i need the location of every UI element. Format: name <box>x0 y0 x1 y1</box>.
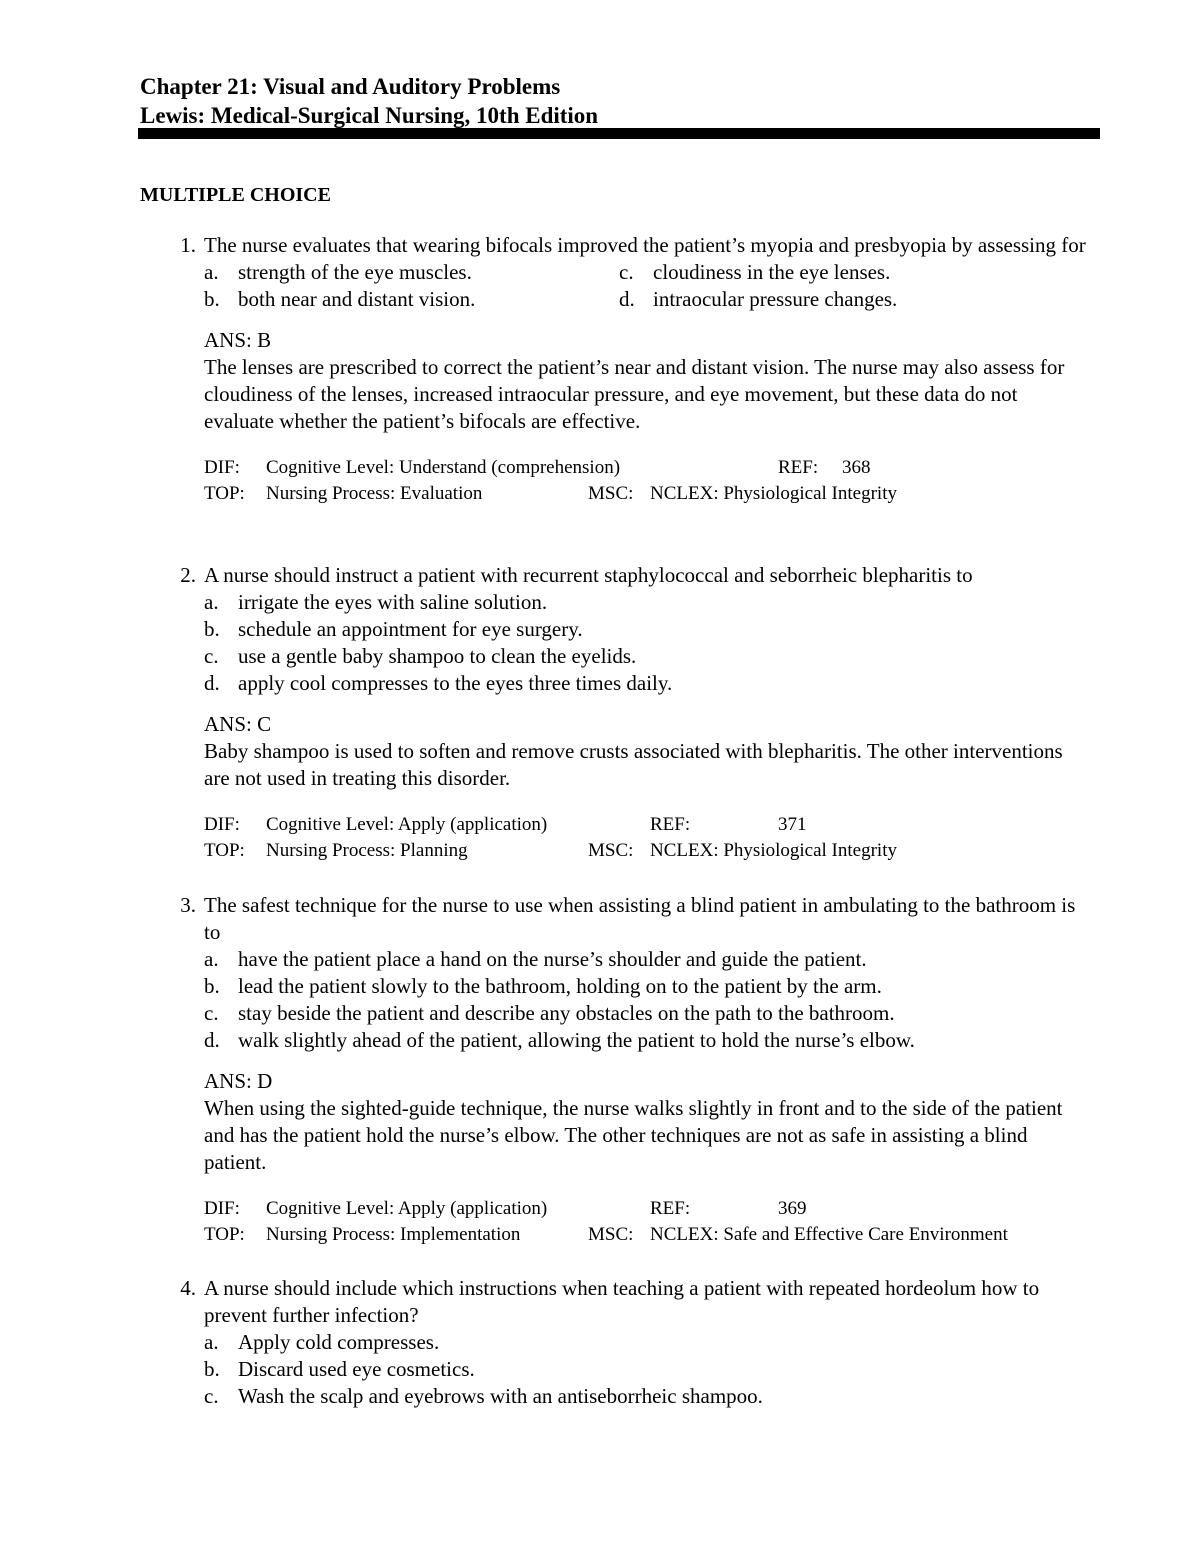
question-stem: The safest technique for the nurse to use when assisting a blind patient in ambulating to the bathroom is to <box>204 893 1076 944</box>
option-grid <box>204 259 1090 313</box>
option-a: a. irrigate the eyes with saline solution. <box>204 590 548 614</box>
top-label: TOP: <box>204 483 245 504</box>
question-2 <box>160 562 1090 864</box>
msc-label: MSC: <box>588 1224 634 1245</box>
answer: ANS: B <box>204 328 272 352</box>
dif-value: Cognitive Level: Apply (application) <box>266 814 548 835</box>
ref-label: REF: <box>650 814 691 835</box>
option-d: d. apply cool compresses to the eyes three times daily. <box>204 671 673 695</box>
ref-value: 371 <box>778 814 807 835</box>
question-meta <box>204 812 1090 864</box>
option-b: b. schedule an appointment for eye surgery. <box>204 617 583 641</box>
question-4 <box>160 1275 1090 1410</box>
ref-value: 369 <box>778 1198 807 1219</box>
ref-value: 368 <box>842 457 871 478</box>
dif-label: DIF: <box>204 1198 240 1219</box>
dif-label: DIF: <box>204 814 240 835</box>
ref-label: REF: <box>650 1198 691 1219</box>
top-value: Nursing Process: Evaluation <box>266 483 483 504</box>
question-1 <box>160 232 1090 507</box>
option-c: c. stay beside the patient and describe any obstacles on the path to the bathroom. <box>204 1001 895 1025</box>
question-stem: A nurse should instruct a patient with recurrent staphylococcal and seborrheic blepharitis to <box>204 563 973 587</box>
question-number: 4. <box>180 1276 196 1300</box>
document-header <box>140 72 1100 130</box>
answer: ANS: D <box>204 1069 273 1093</box>
top-label: TOP: <box>204 840 245 861</box>
option-list <box>204 589 1090 697</box>
question-3 <box>160 892 1090 1248</box>
top-value: Nursing Process: Planning <box>266 840 468 861</box>
option-a: a. strength of the eye muscles. <box>204 260 472 284</box>
option-c: c. cloudiness in the eye lenses. <box>619 260 891 284</box>
question-number: 3. <box>180 893 196 917</box>
dif-label: DIF: <box>204 457 240 478</box>
question-meta <box>204 455 1090 507</box>
book-title: Lewis: Medical-Surgical Nursing, 10th Edition <box>140 103 599 128</box>
answer: ANS: C <box>204 712 272 736</box>
option-c: c. Wash the scalp and eyebrows with an antiseborrheic shampoo. <box>204 1384 763 1408</box>
msc-value: NCLEX: Safe and Effective Care Environment <box>650 1224 1008 1245</box>
option-d: d. intraocular pressure changes. <box>619 287 898 311</box>
question-stem: A nurse should include which instructions when teaching a patient with repeated hordeolum how to prevent further infection? <box>204 1276 1040 1327</box>
option-b: b. Discard used eye cosmetics. <box>204 1357 475 1381</box>
top-label: TOP: <box>204 1224 245 1245</box>
question-stem: The nurse evaluates that wearing bifocals improved the patient’s myopia and presbyopia by assessing for <box>204 233 1086 257</box>
option-b: b. lead the patient slowly to the bathroom, holding on to the patient by the arm. <box>204 974 882 998</box>
top-value: Nursing Process: Implementation <box>266 1224 521 1245</box>
section-title: MULTIPLE CHOICE <box>140 184 331 206</box>
option-a: a. Apply cold compresses. <box>204 1330 440 1354</box>
rationale: Baby shampoo is used to soften and remove crusts associated with blepharitis. The other interventions are not used in treating this disorder. <box>204 739 1063 790</box>
dif-value: Cognitive Level: Understand (comprehension) <box>266 457 621 478</box>
msc-label: MSC: <box>588 840 634 861</box>
rationale: When using the sighted-guide technique, the nurse walks slightly in front and to the side of the patient and has the patient hold the nurse’s elbow. The other techniques are not as safe in assisting a blind patient. <box>204 1096 1063 1174</box>
option-list <box>204 946 1090 1054</box>
option-b: b. both near and distant vision. <box>204 287 476 311</box>
option-c: c. use a gentle baby shampoo to clean the eyelids. <box>204 644 637 668</box>
question-number: 1. <box>180 233 196 257</box>
msc-value: NCLEX: Physiological Integrity <box>650 840 897 861</box>
rationale: The lenses are prescribed to correct the patient’s near and distant vision. The nurse may also assess for cloudiness of the lenses, increased intraocular pressure, and eye movement, but these data do not evaluate whether the patient’s bifocals are effective. <box>204 355 1065 433</box>
option-d: d. walk slightly ahead of the patient, allowing the patient to hold the nurse’s elbow. <box>204 1028 915 1052</box>
msc-label: MSC: <box>588 483 634 504</box>
dif-value: Cognitive Level: Apply (application) <box>266 1198 548 1219</box>
question-number: 2. <box>180 563 196 587</box>
msc-value: NCLEX: Physiological Integrity <box>650 483 897 504</box>
question-meta <box>204 1196 1090 1248</box>
option-list <box>204 1329 1090 1410</box>
header-rule <box>138 128 1100 139</box>
chapter-title: Chapter 21: Visual and Auditory Problems <box>140 74 561 99</box>
ref-label: REF: <box>778 457 819 478</box>
option-a: a. have the patient place a hand on the nurse’s shoulder and guide the patient. <box>204 947 867 971</box>
